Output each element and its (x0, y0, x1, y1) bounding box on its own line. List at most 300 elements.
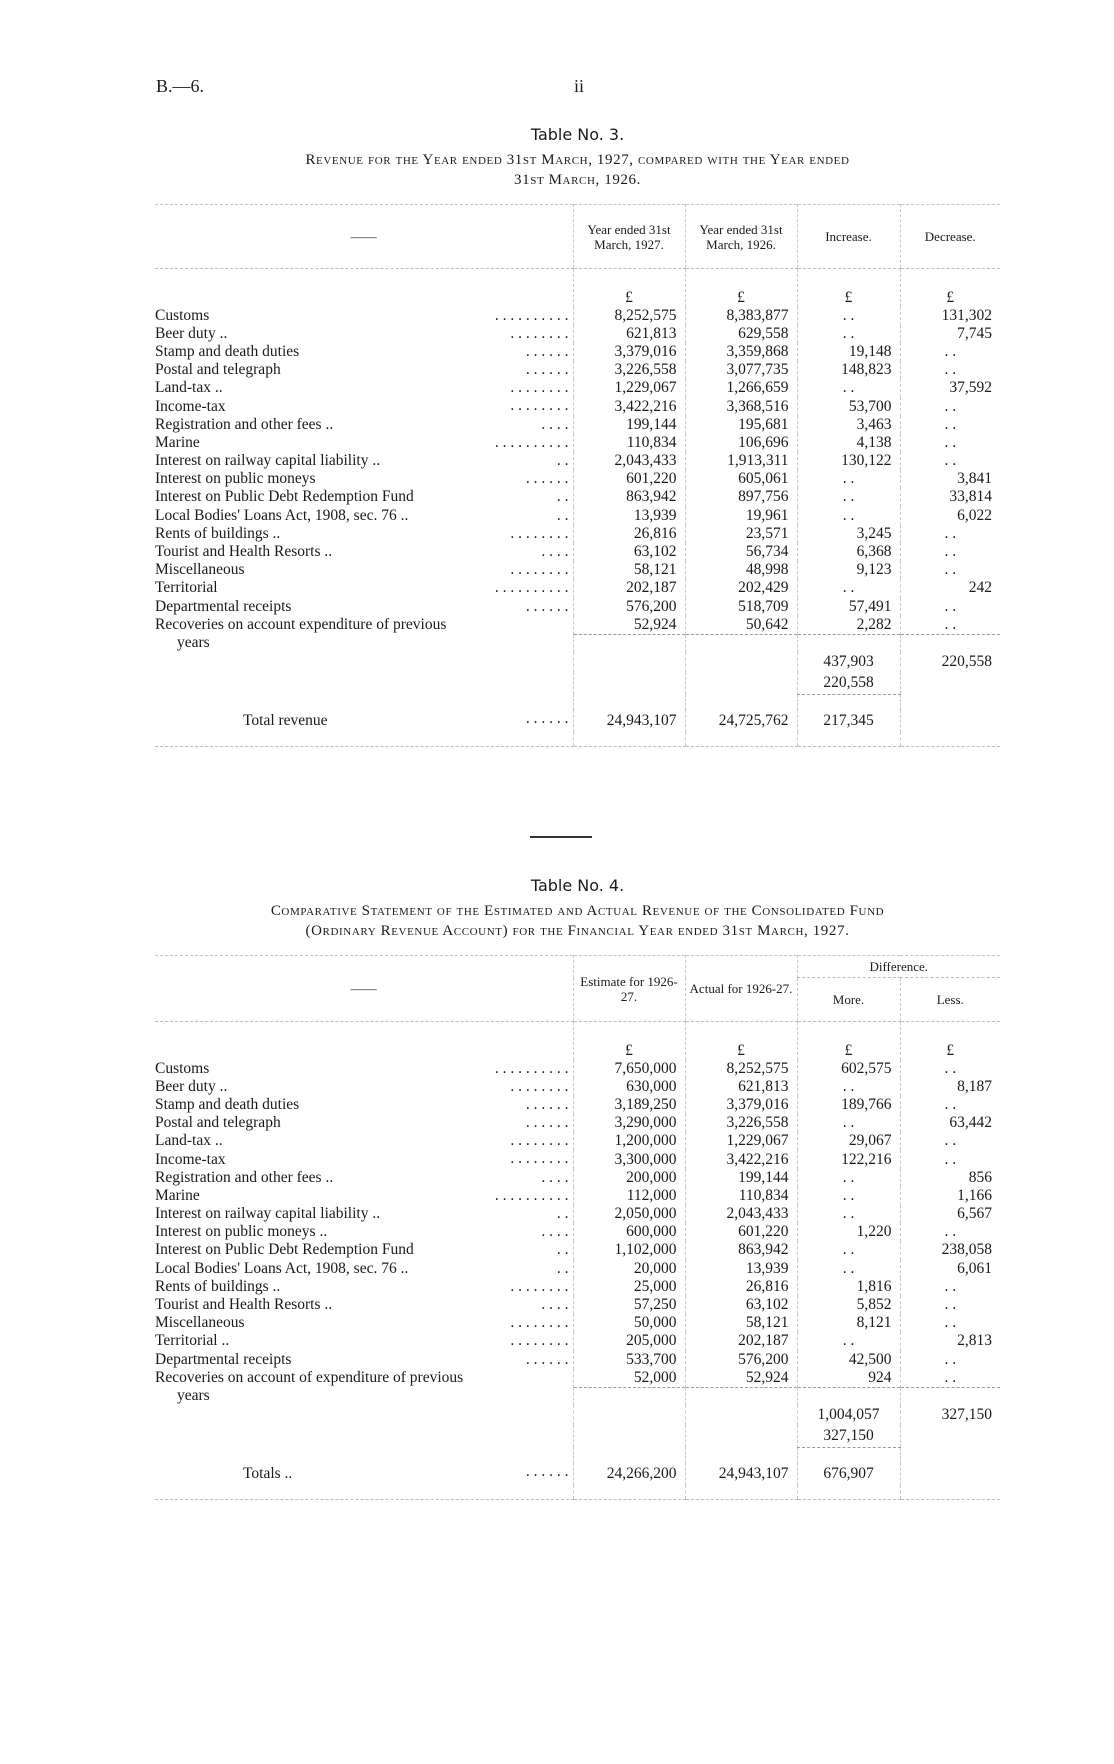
sum-increase: 1,004,057 (797, 1405, 900, 1425)
row-label: Territorial .. (155, 1332, 230, 1350)
cell-c2: 58,121 (685, 1314, 797, 1332)
row-label-cell (155, 1187, 573, 1205)
row-label-cell (155, 1223, 573, 1241)
cell-c1: 57,250 (573, 1296, 685, 1314)
leader-dots: . . . . . . . . (510, 1277, 569, 1295)
currency-unit: £ (573, 1022, 685, 1060)
leader-dots: . . . . (541, 542, 569, 560)
cell-c4: . . (900, 543, 1000, 561)
row-label-cell (155, 525, 573, 543)
cell-blank (900, 1387, 1000, 1405)
corner-dash: —— (155, 205, 573, 269)
cell-c2: 3,226,558 (685, 1114, 797, 1132)
unit-row (155, 1022, 1000, 1060)
table-4-block (155, 876, 1000, 1500)
leader-dots: . . . . . . (525, 710, 569, 728)
cell-c3: 57,491 (797, 598, 900, 616)
currency-unit: £ (573, 269, 685, 307)
row-label-cell (155, 488, 573, 506)
cell-c3: 1,220 (797, 1223, 900, 1241)
row-label: Customs (155, 1059, 210, 1077)
row-continuation (155, 1387, 1000, 1405)
cell-blank (155, 694, 573, 710)
leader-dots: . . . . (541, 1223, 569, 1241)
row-label-cell (155, 1132, 573, 1150)
table-row (155, 1205, 1000, 1223)
currency-unit: £ (900, 269, 1000, 307)
cell-c2: 1,266,659 (685, 379, 797, 397)
cell-blank (573, 1387, 685, 1405)
leader-dots: . . . . . . . . (510, 397, 569, 415)
cell-c1: 112,000 (573, 1187, 685, 1205)
cell-c3: 122,216 (797, 1150, 900, 1168)
section-divider (530, 836, 592, 838)
sum-row-2 (155, 672, 1000, 694)
cell-c2: 50,642 (685, 616, 797, 635)
leader-dots: . . . . . . (525, 1095, 569, 1113)
cell-blank (685, 1485, 797, 1499)
cell-c3: 9,123 (797, 561, 900, 579)
cell-c4: 6,061 (900, 1260, 1000, 1278)
cell-blank (685, 694, 797, 710)
cell-c4: . . (900, 1351, 1000, 1369)
leader-dots: . . . . . . . . (510, 1077, 569, 1095)
row-label-cell (155, 361, 573, 379)
cell-c1: 8,252,575 (573, 307, 685, 325)
table-row (155, 579, 1000, 597)
cell-c3: 19,148 (797, 343, 900, 361)
table-row (155, 507, 1000, 525)
cell-c1: 601,220 (573, 470, 685, 488)
row-label-cell (155, 343, 573, 361)
cell-c1: 205,000 (573, 1332, 685, 1350)
row-label: Rents of buildings .. (155, 1277, 281, 1295)
leader-dots: . . (556, 1259, 569, 1277)
cell-blank (685, 634, 797, 652)
table-row (155, 452, 1000, 470)
row-label-cell (155, 543, 573, 561)
total-c3: 217,345 (797, 710, 900, 732)
leader-dots: . . . . . . . . (510, 1314, 569, 1332)
cell-c1: 13,939 (573, 507, 685, 525)
cell-blank (900, 1485, 1000, 1499)
cell-c2: 195,681 (685, 416, 797, 434)
cell-blank (685, 652, 797, 672)
sum-increase: 437,903 (797, 652, 900, 672)
row-label-cell (155, 325, 573, 343)
total-c3: 676,907 (797, 1463, 900, 1485)
cell-c4: . . (900, 1150, 1000, 1168)
currency-unit: £ (685, 1022, 797, 1060)
cell-c4: . . (900, 361, 1000, 379)
cell-c1: 199,144 (573, 416, 685, 434)
row-label: Registration and other fees .. (155, 415, 334, 433)
total-c2: 24,725,762 (685, 710, 797, 732)
unit-row (155, 269, 1000, 307)
cell-c1: 2,050,000 (573, 1205, 685, 1223)
sum-decrease: 220,558 (900, 652, 1000, 672)
cell-blank (900, 634, 1000, 652)
leader-dots: . . . . (541, 1168, 569, 1186)
leader-dots: . . . . . . . . (510, 1150, 569, 1168)
leader-dots: . . . . . . . . . . (494, 306, 569, 324)
cell-c4: 6,567 (900, 1205, 1000, 1223)
row-label-cell (155, 616, 573, 635)
page-number: ii (574, 76, 585, 96)
row-label: Recoveries on account expenditure of previous (155, 615, 447, 633)
cell-c2: 202,429 (685, 579, 797, 597)
column-header-row (155, 956, 1000, 978)
table-3-title: Table No. 3. (530, 125, 625, 144)
table-4 (155, 955, 1000, 1500)
table-row (155, 488, 1000, 506)
leader-dots: . . . . . . . . (510, 1332, 569, 1350)
row-continuation-label: years (177, 1387, 210, 1405)
cell-c3: 4,138 (797, 434, 900, 452)
cell-c2: 110,834 (685, 1187, 797, 1205)
cell-c3: 8,121 (797, 1314, 900, 1332)
cell-c3: . . (797, 470, 900, 488)
spacer-row (155, 694, 1000, 710)
sum-decrease: 327,150 (900, 1405, 1000, 1425)
cell-blank (573, 1485, 685, 1499)
row-label: Local Bodies' Loans Act, 1908, sec. 76 .. (155, 1259, 409, 1277)
cell-c3: 602,575 (797, 1060, 900, 1078)
cell-c4: . . (900, 1314, 1000, 1332)
cell-blank (573, 1425, 685, 1447)
cell-c4: 63,442 (900, 1114, 1000, 1132)
leader-dots: . . . . . . . . . . (494, 1186, 569, 1204)
table-row (155, 1369, 1000, 1388)
cell-c1: 58,121 (573, 561, 685, 579)
cell-c4: . . (900, 1060, 1000, 1078)
row-label-cell (155, 1150, 573, 1168)
cell-c4: 37,592 (900, 379, 1000, 397)
row-label-cell (155, 1260, 573, 1278)
row-label: Customs (155, 306, 210, 324)
row-label: Land-tax .. (155, 1132, 223, 1150)
cell-c4: 7,745 (900, 325, 1000, 343)
cell-c3: 29,067 (797, 1132, 900, 1150)
table-row (155, 1278, 1000, 1296)
row-label-cell (155, 452, 573, 470)
table-row (155, 598, 1000, 616)
row-label: Income-tax (155, 397, 226, 415)
leader-dots: . . . . . . (525, 470, 569, 488)
row-label-cell (155, 1314, 573, 1332)
table-row (155, 1078, 1000, 1096)
cell-c1: 50,000 (573, 1314, 685, 1332)
row-label-cell (155, 397, 573, 415)
cell-blank (573, 694, 685, 710)
column-header: Increase. (797, 205, 900, 269)
leader-dots: . . . . . . (525, 1114, 569, 1132)
cell-c3: . . (797, 325, 900, 343)
cell-c2: 202,187 (685, 1332, 797, 1350)
row-label: Territorial (155, 579, 218, 597)
cell-c4: . . (900, 1296, 1000, 1314)
table-row (155, 1314, 1000, 1332)
row-label-cell (155, 1114, 573, 1132)
cell-c4: . . (900, 434, 1000, 452)
currency-unit: £ (685, 269, 797, 307)
cell-c2: 3,422,216 (685, 1150, 797, 1168)
row-label: Postal and telegraph (155, 1114, 281, 1132)
cell-c4: 6,022 (900, 507, 1000, 525)
total-row (155, 710, 1000, 732)
cell-c1: 20,000 (573, 1260, 685, 1278)
cell-c1: 3,379,016 (573, 343, 685, 361)
difference-header: Difference. (797, 956, 1000, 978)
cell-c1: 3,300,000 (573, 1150, 685, 1168)
total-row (155, 1463, 1000, 1485)
cell-c3: . . (797, 507, 900, 525)
cell-c2: 601,220 (685, 1223, 797, 1241)
cell-c2: 897,756 (685, 488, 797, 506)
row-label: Interest on railway capital liability .. (155, 1205, 381, 1223)
cell-c3: 6,368 (797, 543, 900, 561)
cell-c2: 56,734 (685, 543, 797, 561)
cell-c1: 576,200 (573, 598, 685, 616)
row-label: Recoveries on account of expenditure of previous (155, 1368, 464, 1386)
cell-c3: . . (797, 1205, 900, 1223)
cell-blank (155, 652, 573, 672)
table-3-caption-line2: 31st March, 1926. (514, 172, 641, 188)
cell-c4: . . (900, 1096, 1000, 1114)
row-label: Departmental receipts (155, 1350, 292, 1368)
table-row (155, 1332, 1000, 1350)
cell-c1: 202,187 (573, 579, 685, 597)
cell-c4: 33,814 (900, 488, 1000, 506)
table-row (155, 1096, 1000, 1114)
cell-c2: 52,924 (685, 1369, 797, 1388)
cell-blank (573, 732, 685, 746)
total-label: Total revenue (243, 712, 328, 730)
cell-c1: 200,000 (573, 1169, 685, 1187)
table-row (155, 307, 1000, 325)
cell-blank (573, 672, 685, 694)
cell-c2: 23,571 (685, 525, 797, 543)
leader-dots: . . (556, 452, 569, 469)
sum-row (155, 652, 1000, 672)
cell-c3: . . (797, 1114, 900, 1132)
cell-c1: 110,834 (573, 434, 685, 452)
table-row (155, 525, 1000, 543)
row-label: Tourist and Health Resorts .. (155, 543, 333, 561)
cell-c4: . . (900, 343, 1000, 361)
leader-dots: . . . . (541, 1295, 569, 1313)
cell-blank (900, 1463, 1000, 1485)
cell-c1: 3,290,000 (573, 1114, 685, 1132)
cell-blank (797, 694, 900, 710)
leader-dots: . . (556, 1241, 569, 1259)
cell-blank (155, 1447, 573, 1463)
bottom-rule-row (155, 732, 1000, 746)
cell-c4: . . (900, 616, 1000, 635)
cell-c1: 1,200,000 (573, 1132, 685, 1150)
cell-c3: . . (797, 1241, 900, 1259)
bottom-rule-row (155, 1485, 1000, 1499)
cell-c2: 106,696 (685, 434, 797, 452)
cell-c2: 863,942 (685, 1241, 797, 1259)
row-label-cell (155, 1241, 573, 1259)
cell-blank (155, 1405, 573, 1425)
row-label-cell (155, 307, 573, 325)
cell-c2: 8,252,575 (685, 1060, 797, 1078)
cell-c4: . . (900, 1132, 1000, 1150)
table-row (155, 543, 1000, 561)
cell-c4: . . (900, 561, 1000, 579)
cell-c4: . . (900, 416, 1000, 434)
total-label: Totals .. (243, 1465, 293, 1483)
cell-blank (573, 652, 685, 672)
sum-row-2 (155, 1425, 1000, 1447)
cell-c2: 3,379,016 (685, 1096, 797, 1114)
cell-c2: 19,961 (685, 507, 797, 525)
row-label-cell (155, 1060, 573, 1078)
cell-blank (797, 634, 900, 652)
row-label-cell (155, 598, 573, 616)
cell-c2: 629,558 (685, 325, 797, 343)
row-label-cell (155, 1351, 573, 1369)
cell-c1: 3,189,250 (573, 1096, 685, 1114)
row-label: Stamp and death duties (155, 1095, 300, 1113)
cell-c1: 863,942 (573, 488, 685, 506)
row-label: Interest on Public Debt Redemption Fund (155, 488, 414, 506)
cell-c3: 130,122 (797, 452, 900, 470)
row-continuation (155, 634, 1000, 652)
cell-blank (685, 1387, 797, 1405)
row-label: Interest on public moneys (155, 470, 316, 488)
row-label-cell (155, 470, 573, 488)
cell-c3: 924 (797, 1369, 900, 1388)
cell-c1: 621,813 (573, 325, 685, 343)
cell-c4: 242 (900, 579, 1000, 597)
column-header-more: More. (797, 978, 900, 1022)
cell-blank (900, 694, 1000, 710)
cell-c3: 1,816 (797, 1278, 900, 1296)
table-row (155, 470, 1000, 488)
cell-blank (900, 1447, 1000, 1463)
cell-blank (685, 1405, 797, 1425)
leader-dots: . . . . . . (525, 361, 569, 379)
cell-c3: 148,823 (797, 361, 900, 379)
leader-dots: . . . . . . . . (510, 561, 569, 579)
cell-c2: 13,939 (685, 1260, 797, 1278)
cell-c4: . . (900, 525, 1000, 543)
leader-dots: . . . . . . . . . . (494, 433, 569, 451)
row-continuation-label: years (177, 634, 210, 652)
row-label: Marine (155, 1186, 200, 1204)
cell-c3: . . (797, 1187, 900, 1205)
row-label-cell (155, 1332, 573, 1350)
leader-dots: . . . . . . (525, 342, 569, 360)
leader-dots: . . . . (541, 415, 569, 433)
cell-blank (797, 1485, 900, 1499)
row-label: Stamp and death duties (155, 342, 300, 360)
cell-blank (797, 1447, 900, 1463)
leader-dots: . . . . . . (525, 1463, 569, 1481)
cell-c4: . . (900, 1223, 1000, 1241)
cell-c2: 48,998 (685, 561, 797, 579)
cell-c4: 3,841 (900, 470, 1000, 488)
total-c1: 24,266,200 (573, 1463, 685, 1485)
cell-c1: 63,102 (573, 543, 685, 561)
cell-blank (900, 710, 1000, 732)
table-4-caption-line1: Comparative Statement of the Estimated and Actual Revenue of the Consolidated Fund (270, 903, 885, 919)
table-4-title: Table No. 4. (530, 876, 625, 895)
cell-blank (573, 1447, 685, 1463)
cell-c1: 52,000 (573, 1369, 685, 1388)
table-row (155, 434, 1000, 452)
total-c1: 24,943,107 (573, 710, 685, 732)
table-row (155, 325, 1000, 343)
table-row (155, 1132, 1000, 1150)
table-row (155, 1187, 1000, 1205)
row-label-cell (155, 379, 573, 397)
unit-spacer (155, 1022, 573, 1060)
cell-c4: 1,166 (900, 1187, 1000, 1205)
table-row (155, 1296, 1000, 1314)
table-row (155, 1169, 1000, 1187)
total-label-cell (155, 710, 573, 732)
cell-blank (900, 1425, 1000, 1447)
cell-c1: 7,650,000 (573, 1060, 685, 1078)
document-code: B.—6. (156, 76, 205, 96)
cell-blank (573, 634, 685, 652)
cell-c4: 238,058 (900, 1241, 1000, 1259)
column-header: Year ended 31st March, 1926. (685, 205, 797, 269)
cell-blank (797, 732, 900, 746)
cell-c1: 600,000 (573, 1223, 685, 1241)
cell-c1: 1,229,067 (573, 379, 685, 397)
cell-c2: 3,359,868 (685, 343, 797, 361)
cell-blank (900, 732, 1000, 746)
cell-c4: . . (900, 1369, 1000, 1388)
cell-c1: 3,226,558 (573, 361, 685, 379)
cell-c3: . . (797, 488, 900, 506)
cell-c2: 621,813 (685, 1078, 797, 1096)
row-label: Miscellaneous (155, 1314, 245, 1332)
cell-blank (900, 672, 1000, 694)
cell-blank (155, 672, 573, 694)
cell-c2: 1,913,311 (685, 452, 797, 470)
cell-c3: 42,500 (797, 1351, 900, 1369)
row-label-cell (155, 1296, 573, 1314)
column-header-less: Less. (900, 978, 1000, 1022)
cell-c1: 533,700 (573, 1351, 685, 1369)
table-row (155, 1260, 1000, 1278)
cell-c4: 131,302 (900, 307, 1000, 325)
table-row (155, 1223, 1000, 1241)
corner-dash: —— (155, 956, 573, 1022)
cell-c1: 52,924 (573, 616, 685, 635)
row-label: Local Bodies' Loans Act, 1908, sec. 76 .. (155, 506, 409, 524)
row-label: Beer duty .. (155, 1077, 228, 1095)
row-label: Rents of buildings .. (155, 524, 281, 542)
row-label: Interest on Public Debt Redemption Fund (155, 1241, 414, 1259)
column-header-row (155, 205, 1000, 269)
cell-c2: 63,102 (685, 1296, 797, 1314)
cell-blank (797, 1387, 900, 1405)
cell-c3: . . (797, 1169, 900, 1187)
table-3 (155, 204, 1000, 747)
leader-dots: . . . . . . . . (510, 524, 569, 542)
total-c2: 24,943,107 (685, 1463, 797, 1485)
leader-dots: . . (556, 488, 569, 506)
cell-c4: 8,187 (900, 1078, 1000, 1096)
row-label-cell (155, 1169, 573, 1187)
